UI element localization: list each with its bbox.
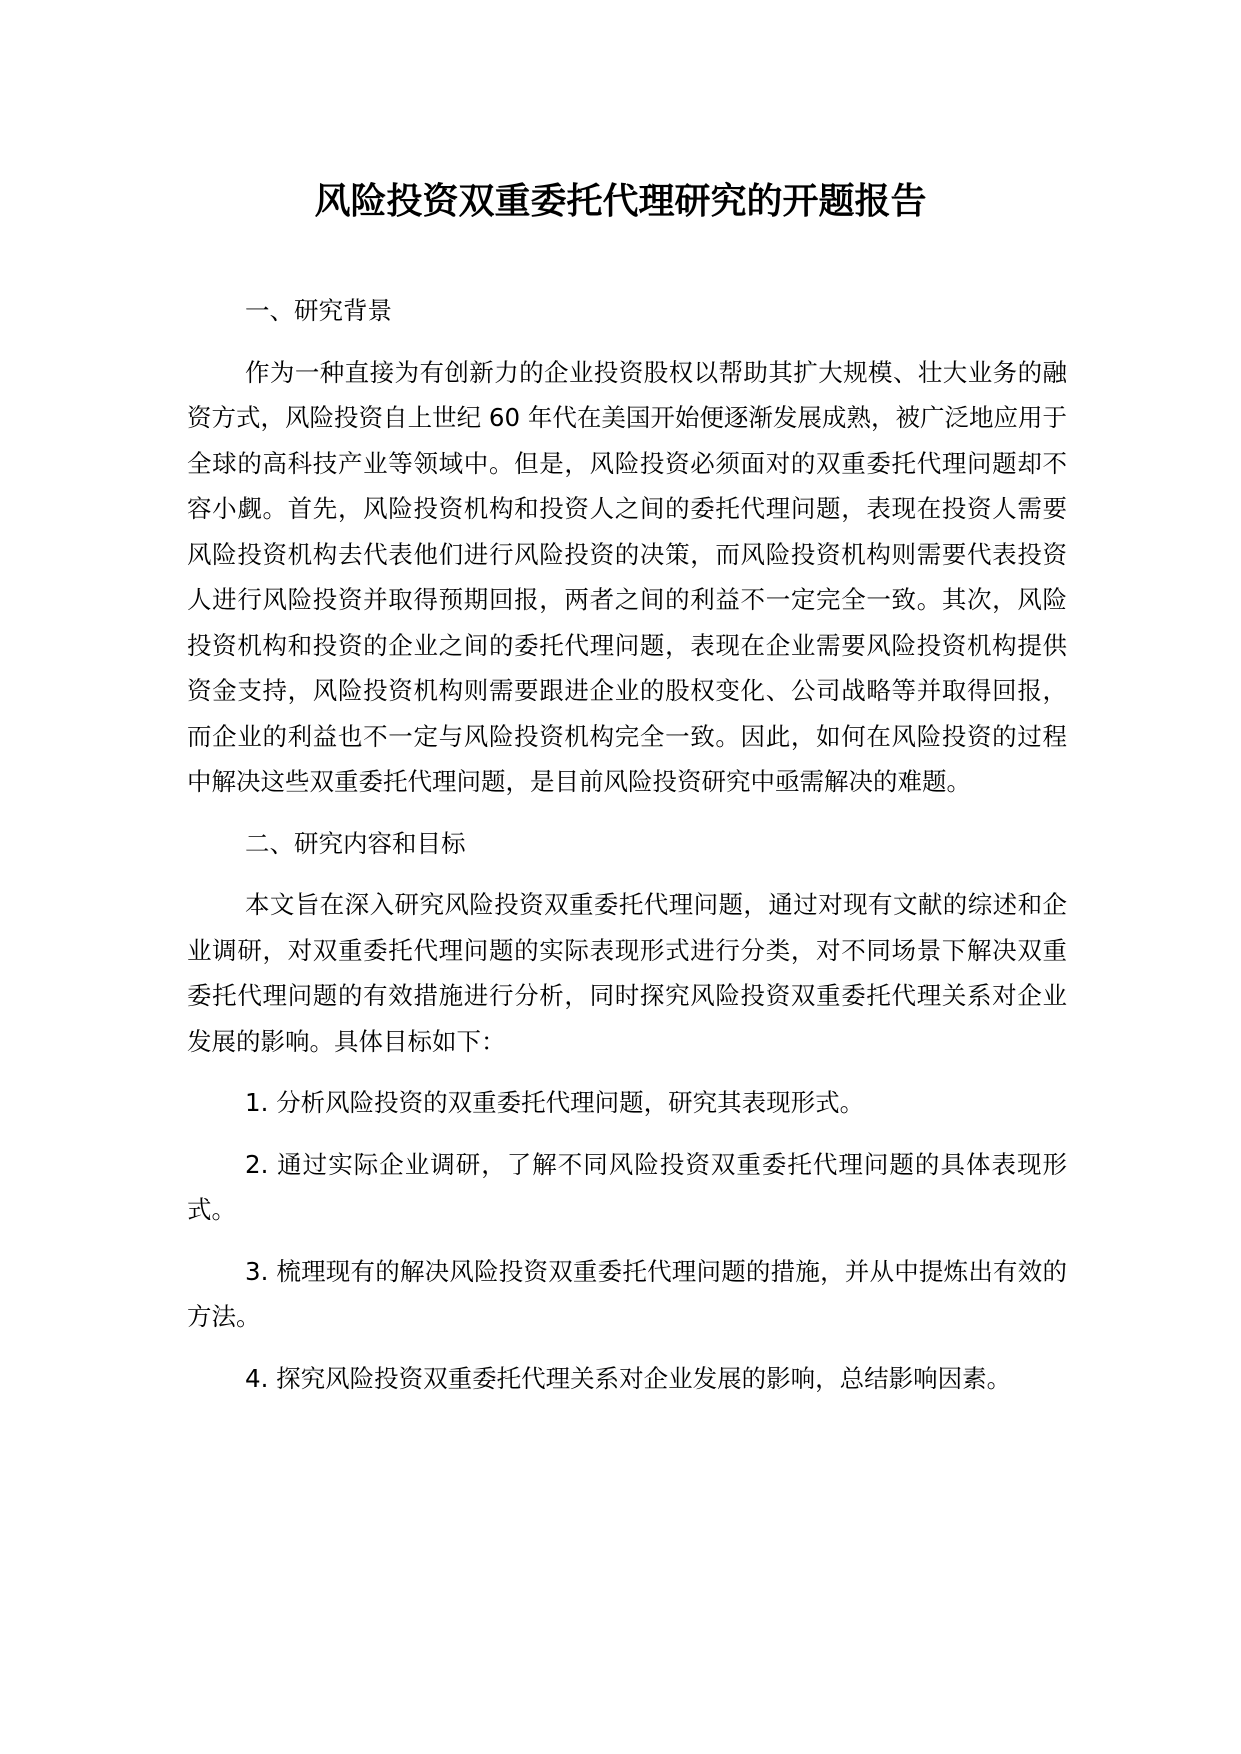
section-research-background: [187, 288, 1067, 805]
section-research-content-goals: [187, 821, 1067, 1402]
goal-list-item: 4. 探究风险投资双重委托代理关系对企业发展的影响，总结影响因素。: [245, 1363, 1012, 1393]
document-title: 风险投资双重委托代理研究的开题报告: [314, 181, 927, 222]
goal-list-item: 2. 通过实际企业调研，了解不同风险投资双重委托代理问题的具体表现形式。: [187, 1149, 1067, 1224]
goal-list-item: 3. 梳理现有的解决风险投资双重委托代理问题的措施，并从中提炼出有效的方法。: [187, 1256, 1067, 1331]
section-heading: 二、研究内容和目标: [245, 828, 466, 858]
section-paragraph: 作为一种直接为有创新力的企业投资股权以帮助其扩大规模、壮大业务的融资方式，风险投资自上世纪 60 年代在美国开始便逐渐发展成熟，被广泛地应用于全球的高科技产业等领域中。但是，风险投资必须面对的双重委托代理问题却不容小觑。首先，风险投资机构和投资人之间的委托代理问题，表现在投资人需要风险投资机构去代表他们进行风险投资的决策，而风险投资机构则需要代表投资人进行风险投资并取得预期回报，两者之间的利益不一定完全一致。其次，风险投资机构和投资的企业之间的委托代理问题，表现在企业需要风险投资机构提供资金支持，风险投资机构则需要跟进企业的股权变化、公司战略等并取得回报，而企业的利益也不一定与风险投资机构完全一致。因此，如何在风险投资的过程中解决这些双重委托代理问题，是目前风险投资研究中亟需解决的难题。: [187, 357, 1067, 796]
goal-list-item: 1. 分析风险投资的双重委托代理问题，研究其表现形式。: [245, 1088, 865, 1117]
document-body: [187, 288, 1067, 1417]
section-paragraph: 本文旨在深入研究风险投资双重委托代理问题，通过对现有文献的综述和企业调研，对双重委托代理问题的实际表现形式进行分类，对不同场景下解决双重委托代理问题的有效措施进行分析，同时探究风险投资双重委托代理关系对企业发展的影响。具体目标如下：: [187, 890, 1067, 1056]
section-heading: 一、研究背景: [245, 296, 392, 325]
